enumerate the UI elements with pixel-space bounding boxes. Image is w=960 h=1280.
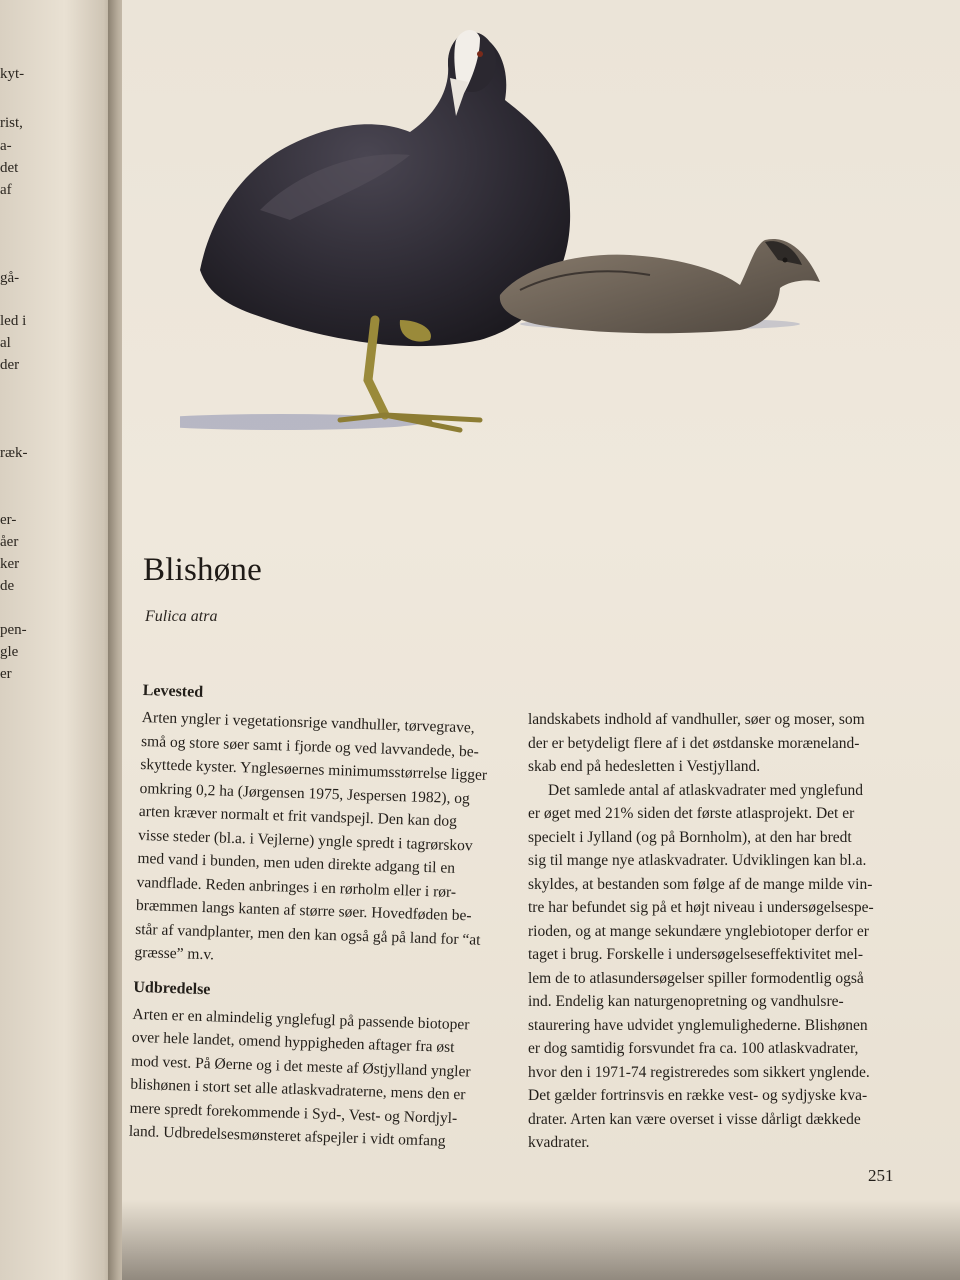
left-text-column (129, 682, 495, 1154)
text-line: mere spredt forekommende i Syd-, Vest- og Nordjyl- (129, 1099, 458, 1127)
left-page-fragment: er- (0, 512, 17, 528)
text-line: der er betydeligt flere af i det østdanske moræneland- (528, 734, 860, 752)
text-line: er øget med 21% siden det første atlasprojekt. Det er (528, 805, 855, 822)
species-title: Blishøne (143, 552, 262, 588)
left-page-fragment: al (0, 335, 11, 351)
text-line: Arten yngler i vegetationsrige vandhuller, tørvegrave, (141, 708, 475, 737)
text-line: blishønen i stort set alle atlaskvadraterne, mens den er (130, 1075, 466, 1104)
right-text-column (528, 708, 888, 1155)
section-heading-levested: Levested (142, 682, 204, 701)
text-line: bræmmen langs kanten af større søer. Hovedføden be- (135, 896, 472, 925)
left-page-fragment: pen- (0, 622, 27, 638)
latin-name: Fulica atra (145, 608, 218, 625)
left-page-fragment: gle (0, 644, 19, 660)
text-line: ind. Endelig kan naturgenopretning og vandhulsre- (528, 993, 844, 1010)
text-line: staurering have udvidet ynglemulighederne. Blishønen (528, 1016, 868, 1034)
text-line: rioden, og at mange sekundære ynglebiotoper derfor er (528, 922, 869, 940)
coot-illustration (180, 20, 840, 450)
text-line: visse steder (bl.a. i Vejlerne) yngle spredt i tagrørskov (137, 826, 473, 854)
text-line: vandflade. Reden anbringes i en rørholm eller i rør- (136, 873, 457, 901)
text-line: græsse” m.v. (134, 943, 215, 964)
left-page-fragment: åer (0, 534, 19, 550)
text-line: skyldes, at bestanden som følge af de mange milde vin- (528, 875, 873, 893)
text-line: drater. Arten kan være overset i visse dårligt dækkede (528, 1110, 861, 1128)
text-line: taget i brug. Forskelle i undersøgelseseffektivitet mel- (528, 946, 864, 963)
left-page-fragment: er (0, 666, 12, 682)
text-line: tre har befundet sig på et højt niveau i undersøgelsespe- (528, 899, 874, 916)
text-line: landskabets indhold af vandhuller, søer og moser, som (528, 711, 865, 728)
left-page-fragment: der (0, 357, 20, 373)
text-line: lem de to atlasundersøgelser spiller formodentlig også (528, 969, 864, 987)
text-line: små og store søer samt i fjorde og ved lavvandede, be- (140, 732, 480, 761)
text-line: hvor den i 1971-74 registreredes som sikkert ynglende. (528, 1063, 870, 1081)
section-heading-udbredelse: Udbredelse (133, 978, 211, 998)
left-page-fragment: ker (0, 556, 20, 572)
text-line: skab end på hedesletten i Vestjylland. (528, 758, 761, 775)
text-line: med vand i bunden, men uden direkte adgang til en (137, 849, 456, 877)
text-line: mod vest. På Øerne og i det meste af Østjylland yngler (130, 1052, 471, 1080)
text-line: land. Udbredelsesmønsteret afspejler i vidt omfang (128, 1122, 446, 1150)
text-line: kvadrater. (528, 1134, 590, 1151)
adult-coot-figure (180, 30, 570, 430)
text-line: Det gælder fortrinsvis en række vest- og sydjyske kva- (528, 1087, 868, 1104)
text-line: skyttede kyster. Ynglesøernes minimumsstørrelse ligger (140, 755, 488, 784)
left-page-fragment: led i (0, 313, 27, 329)
text-line: specielt i Jylland (og på Bornholm), at den har bredt (528, 828, 852, 846)
left-page-fragment: a- (0, 138, 12, 154)
text-line: over hele landet, omend hyppigheden aftager fra øst (131, 1028, 455, 1056)
left-page-fragment: kyt- (0, 66, 25, 82)
left-page-fragment: ræk- (0, 445, 28, 461)
left-page-fragment: gå- (0, 270, 20, 286)
text-line: Det samlede antal af atlaskvadrater med ynglefund (548, 781, 864, 799)
text-line: står af vandplanter, men den kan også gå på land for “at (134, 920, 481, 949)
left-page-fragment: rist, (0, 115, 23, 131)
left-page-fragment: det (0, 160, 19, 176)
page-number: 251 (868, 1166, 894, 1185)
text-line: er dog samtidig forsvundet fra ca. 100 atlaskvadrater, (528, 1040, 859, 1057)
left-page-fragment: af (0, 182, 12, 198)
text-line: Arten er en almindelig ynglefugl på passende biotoper (132, 1005, 470, 1033)
text-line: omkring 0,2 ha (Jørgensen 1975, Jespersen 1982), og (139, 779, 471, 807)
left-page (0, 0, 118, 1280)
text-line: arten kræver normalt et frit vandspejl. Den kan dog (138, 802, 458, 830)
page-shadow (122, 1200, 960, 1280)
left-page-fragment: de (0, 578, 15, 594)
text-line: sig til mange nye atlaskvadrater. Udviklingen kan bl.a. (528, 852, 867, 869)
